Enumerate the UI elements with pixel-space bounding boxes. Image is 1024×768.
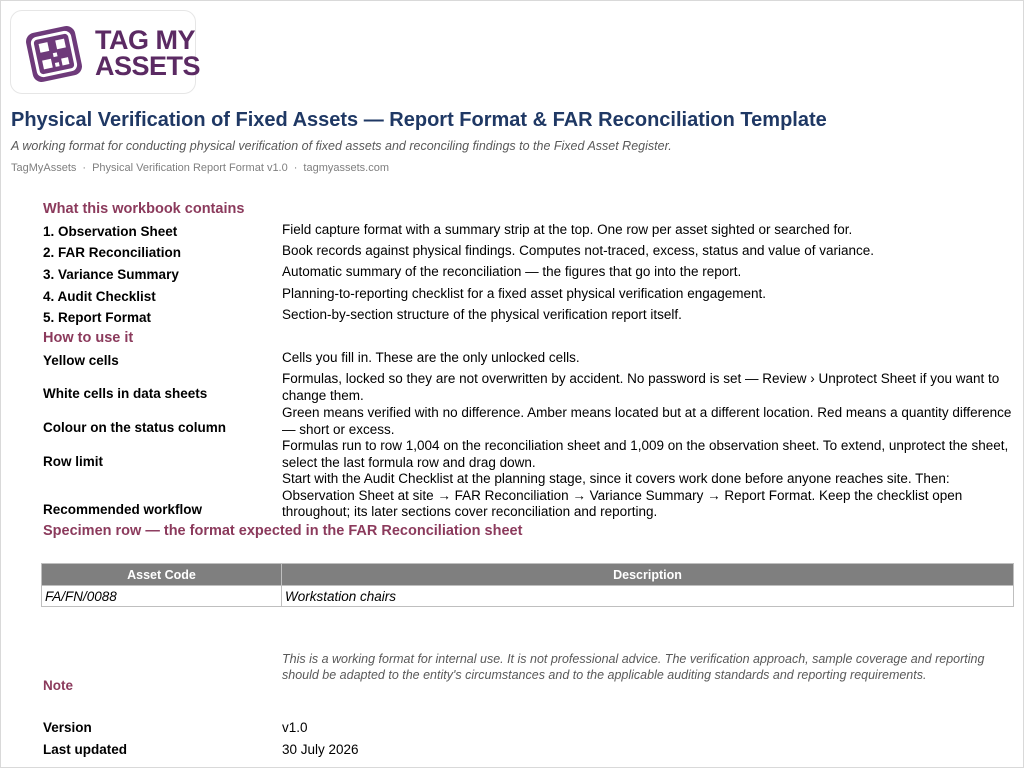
logo (10, 10, 201, 94)
logo-wordmark (95, 25, 201, 81)
column-header-asset-code: Asset Code (42, 564, 282, 586)
table-header-row (42, 564, 1014, 586)
howto-item-label: Row limit (43, 454, 103, 469)
contents-item-label: 4. Audit Checklist (43, 289, 156, 304)
howto-item-desc: Start with the Audit Checklist at the planning stage, since it covers work done before anyone reaches site. Then: Observation Sheet at site → FAR Reconciliation → Variance Summary → Report Format. Keep the checklist open throughout; its later sections cover reconciliation and reporting. (282, 471, 963, 519)
contents-item-label: 1. Observation Sheet (43, 224, 178, 239)
howto-item-label: White cells in data sheets (43, 386, 208, 401)
howto-item-desc: Green means verified with no difference. Amber means located but at a different location. Red means a quantity difference — short or excess. (282, 405, 1012, 437)
contents-item-desc: Book records against physical findings. Computes not-traced, excess, status and value of variance. (282, 243, 875, 258)
specimen-heading: Specimen row — the format expected in the FAR Reconciliation sheet (43, 523, 523, 539)
howto-item-label: Colour on the status column (43, 420, 227, 435)
meta-separator: · (293, 162, 298, 174)
qr-logo-icon (23, 23, 85, 85)
version-label: Version (43, 720, 92, 735)
specimen-table (41, 563, 1014, 607)
page-title: Physical Verification of Fixed Assets — Report Format & FAR Reconciliation Template (11, 109, 827, 131)
meta-brand: TagMyAssets (11, 162, 77, 174)
column-header-description: Description (282, 564, 1014, 586)
version-value: v1.0 (282, 720, 308, 735)
contents-heading: What this workbook contains (43, 201, 245, 217)
cell-description[interactable]: Workstation chairs (282, 586, 1014, 607)
howto-item-label: Yellow cells (43, 353, 119, 368)
contents-item-desc: Section-by-section structure of the physical verification report itself. (282, 307, 682, 322)
note-text: This is a working format for internal use. It is not professional advice. The verification approach, sample coverage and reporting should be adapted to the entity's circumstances and to the applicable auditing standards and reporting requirements. (282, 652, 985, 682)
meta-version: Physical Verification Report Format v1.0 (92, 162, 288, 174)
contents-item-desc: Planning-to-reporting checklist for a fixed asset physical verification engagement. (282, 286, 767, 301)
last-updated-label: Last updated (43, 742, 128, 757)
note-label: Note (43, 678, 73, 693)
howto-heading: How to use it (43, 330, 134, 346)
meta-website[interactable]: tagmyassets.com (303, 162, 389, 174)
contents-item-desc: Automatic summary of the reconciliation — the figures that go into the report. (282, 264, 742, 279)
contents-item-label: 5. Report Format (43, 310, 152, 325)
last-updated-value: 30 July 2026 (282, 742, 359, 757)
cell-asset-code[interactable]: FA/FN/0088 (42, 586, 282, 607)
contents-item-desc: Field capture format with a summary strip at the top. One row per asset sighted or searched for. (282, 222, 853, 237)
logo-line-2: ASSETS (95, 51, 201, 81)
meta-line (11, 162, 389, 174)
contents-item-label: 2. FAR Reconciliation (43, 245, 182, 260)
howto-item-label: Recommended workflow (43, 502, 203, 517)
table-row (42, 586, 1014, 607)
page-subtitle: A working format for conducting physical verification of fixed assets and reconciling findings to the Fixed Asset Register. (11, 139, 672, 153)
howto-item-desc: Formulas run to row 1,004 on the reconciliation sheet and 1,009 on the observation sheet. To extend, unprotect the sheet, select the last formula row and drag down. (282, 438, 1009, 470)
meta-separator: · (82, 162, 87, 174)
howto-item-desc: Formulas, locked so they are not overwritten by accident. No password is set — Review › Unprotect Sheet if you want to change them. (282, 371, 1000, 403)
logo-line-1: TAG MY (95, 25, 195, 55)
contents-item-label: 3. Variance Summary (43, 267, 179, 282)
howto-item-desc: Cells you fill in. These are the only unlocked cells. (282, 350, 580, 365)
